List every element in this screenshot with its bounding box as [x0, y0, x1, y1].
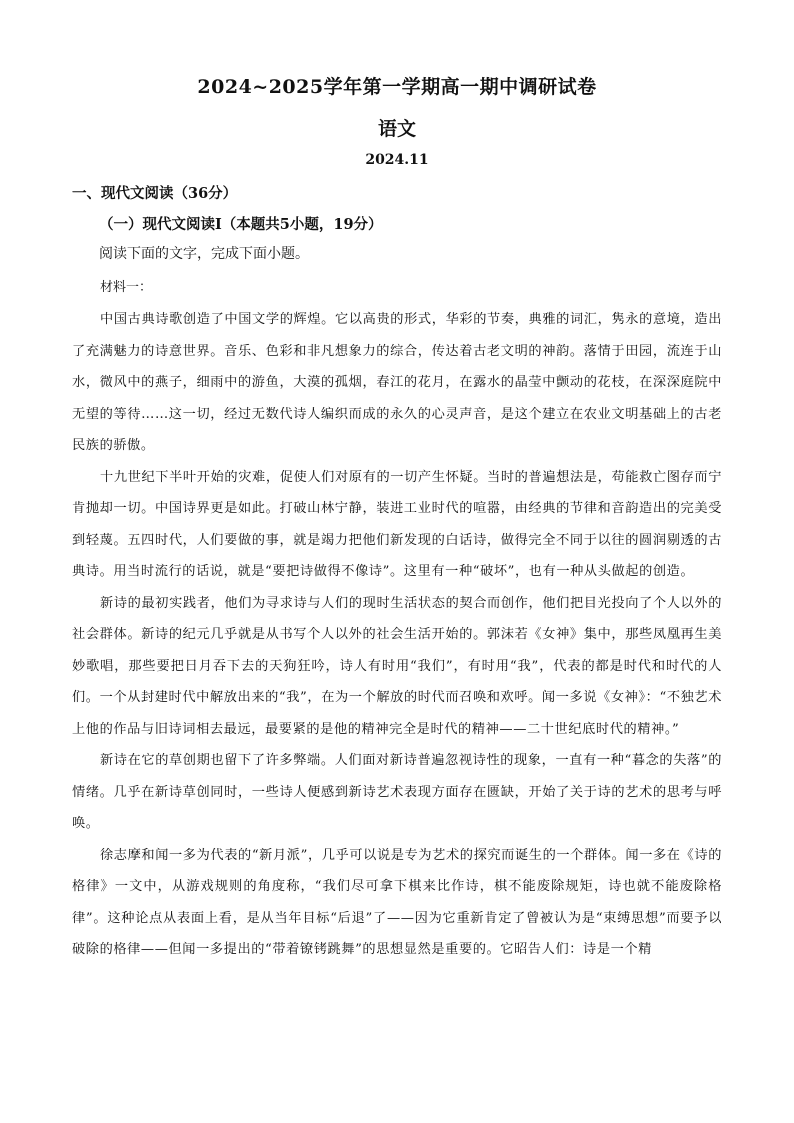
passage-paragraph: 十九世纪下半叶开始的灾难，促使人们对原有的一切产生怀疑。当时的普遍想法是，苟能救亡图存而宁肯抛却一切。中国诗界更是如此。打破山林宁静，装进工业时代的喧嚣，由经典的节律和音韵造出的完美受到轻蔑。五四时代，人们要做的事，就是竭力把他们新发现的白话诗，做得完全不同于以往的圆润剔透的古典诗。用当时流行的话说，就是“要把诗做得不像诗”。这里有一种“破坏”，也有一种从头做起的创造。 — [72, 469, 722, 579]
passage-paragraph: 徐志摩和闻一多为代表的“新月派”，几乎可以说是专为艺术的探究而诞生的一个群体。闻一多在《诗的格律》一文中，从游戏规则的角度称，“我们尽可拿下棋来比作诗，棋不能废除规矩，诗也就不能废除格律”。这种论点从表面上看，是从当年目标“后退”了——因为它重新肯定了曾被认为是“束缚思想”而要予以破除的格律——但闻一多提出的“带着镣铐跳舞”的思想显然是重要的。它昭告人们：诗是一个精 — [72, 847, 722, 957]
passage-paragraph: 新诗在它的草创期也留下了许多弊端。人们面对新诗普遍忽视诗性的现象，一直有一种“暮念的失落”的情绪。几乎在新诗草创同时，一些诗人便感到新诗艺术表现方面存在匮缺，开始了关于诗的艺术的思考与呼唤。 — [72, 753, 722, 831]
section-heading: 一、现代文阅读（36分） — [72, 185, 238, 202]
reading-instruction: 阅读下面的文字，完成下面小题。 — [99, 246, 309, 262]
reading-passage — [72, 304, 722, 966]
passage-paragraph: 新诗的最初实践者，他们为寻求诗与人们的现时生活状态的契合而创作，他们把目光投向了个人以外的社会群体。新诗的纪元几乎就是从书写个人以外的社会生活开始的。郭沫若《女神》集中，那些凤凰再生美妙歌唱，那些要把日月吞下去的天狗狂吟，诗人有时用“我们”，有时用“我”，代表的都是时代和时代的人们。一个从封建时代中解放出来的“我”，在为一个解放的时代而召唤和欢呼。闻一多说《女神》：“不独艺术上他的作品与旧诗词相去最远，最要紧的是他的精神完全是时代的精神——二十世纪底时代的精神。” — [72, 595, 722, 737]
subject-title: 语文 — [377, 118, 416, 140]
exam-title: 2024~2025学年第一学期高一期中调研试卷 — [197, 76, 597, 98]
material-label: 材料一： — [100, 280, 153, 295]
subsection-heading: （一）现代文阅读Ⅰ（本题共5小题，19分） — [99, 216, 383, 233]
exam-date: 2024.11 — [365, 152, 429, 168]
passage-paragraph: 中国古典诗歌创造了中国文学的辉煌。它以高贵的形式，华彩的节奏，典雅的词汇，隽永的意境，造出了充满魅力的诗意世界。音乐、色彩和非凡想象力的综合，传达着古老文明的神韵。落情于田园，流连于山水，微风中的燕子，细雨中的游鱼，大漠的孤烟，春江的花月，在露水的晶莹中颤动的花枝，在深深庭院中无望的等待……这一切，经过无数代诗人编织而成的永久的心灵声音，是这个建立在农业文明基础上的古老民族的骄傲。 — [72, 312, 722, 453]
